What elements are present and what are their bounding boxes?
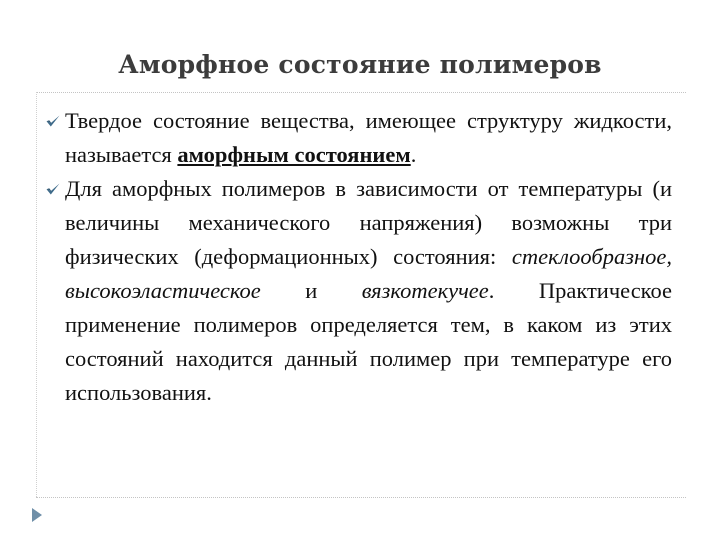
bullet-paragraph-1 [46,104,672,172]
left-divider [36,92,37,497]
glassy-elastic-terms: стеклообразное, высокоэластическое [65,244,672,303]
paragraph-2-end: . Практическое применение полимеров определяется тем, в каком из этих состояний находится данный полимер при температуре его использования. [65,278,672,405]
checkmark-bullet-icon [45,113,61,129]
bullet-paragraph-2 [46,172,672,410]
checkmark-bullet-icon [45,181,61,197]
paragraph-2-text: Для аморфных полимеров в зависимости от температуры (и величины механического напряжения) возможны три физических (деформационных) состояния: [65,176,672,269]
paragraph-1-text: Твердое состояние вещества, имеющее структуру жидкости, называется [65,108,672,167]
amorphous-state-term: аморфным состоянием [177,142,411,167]
bottom-divider [36,497,686,498]
paragraph-1-end: . [410,142,417,167]
viscous-flow-term: вязкотекучее [361,278,489,303]
top-divider [36,92,686,93]
slide-title: Аморфное состояние полимеров [118,50,602,79]
nav-arrow-icon[interactable] [30,507,44,523]
paragraph-2-conj: и [260,278,362,303]
slide-body [46,104,672,410]
